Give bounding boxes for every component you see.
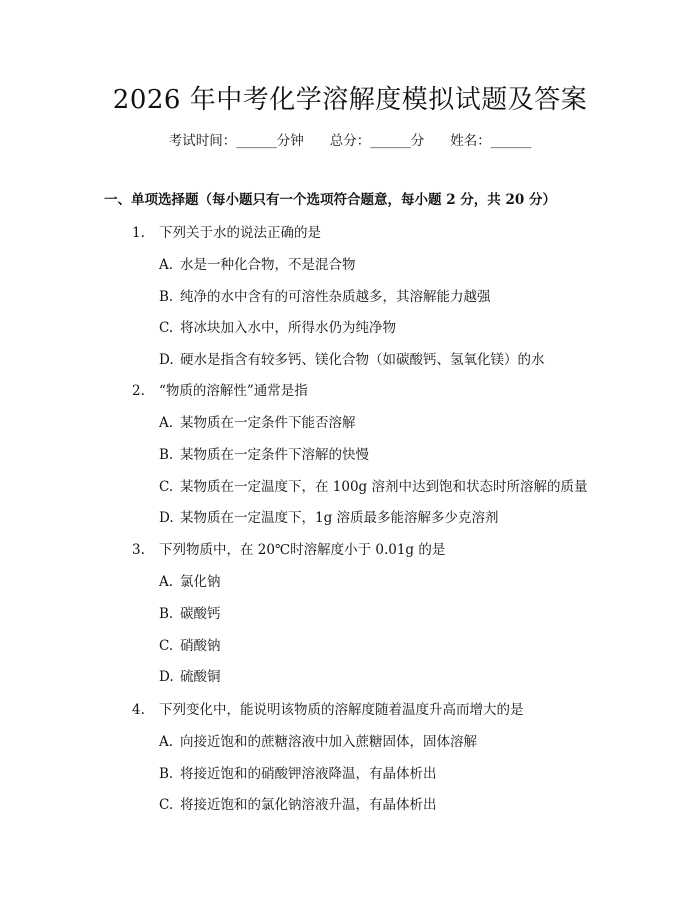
option-text: 某物质在一定条件下能否溶解: [180, 415, 356, 431]
option-letter: D.: [159, 352, 174, 368]
option-text: 向接近饱和的蔗糖溶液中加入蔗糖固体，固体溶解: [180, 734, 477, 750]
option-text: 硫酸铜: [180, 669, 221, 685]
option-text: 硬水是指含有较多钙、镁化合物（如碳酸钙、氢氧化镁）的水: [180, 352, 545, 368]
question-number: 2.: [132, 383, 145, 399]
option-text: 某物质在一定条件下溶解的快慢: [180, 447, 369, 463]
page-title: 2026 年中考化学溶解度模拟试题及答案: [112, 85, 588, 115]
option-letter: D.: [159, 510, 174, 526]
option-text: 某物质在一定温度下，1g 溶质最多能溶解多少克溶剂: [180, 510, 499, 526]
section-heading: 一、单项选择题（每小题只有一个选项符合题意，每小题 2 分，共 20 分）: [104, 192, 556, 208]
option-letter: B.: [159, 766, 174, 782]
option-letter: B.: [159, 606, 174, 622]
option-letter: C.: [159, 797, 174, 813]
option-letter: C.: [159, 479, 174, 495]
option-letter: B.: [159, 447, 174, 463]
option-text: 将冰块加入水中，所得水仍为纯净物: [180, 320, 396, 336]
option-text: 纯净的水中含有的可溶性杂质越多，其溶解能力越强: [180, 289, 491, 305]
option-letter: C.: [159, 320, 174, 336]
question-stem: 下列关于水的说法正确的是: [159, 225, 321, 241]
question-number: 1.: [132, 225, 145, 241]
exam-info-line: [0, 131, 700, 151]
option-text: 硝酸钠: [180, 638, 221, 654]
option-text: 氯化钠: [180, 574, 221, 590]
question-number: 4.: [132, 702, 145, 718]
option-letter: A.: [159, 415, 174, 431]
total-score-field: 总分：______分: [329, 133, 425, 149]
option-text: 碳酸钙: [180, 606, 221, 622]
option-text: 将接近饱和的硝酸钾溶液降温，有晶体析出: [180, 766, 437, 782]
option-letter: D.: [159, 669, 174, 685]
exam-time-field: 考试时间：______分钟: [168, 133, 304, 149]
option-letter: B.: [159, 289, 174, 305]
option-letter: A.: [159, 574, 174, 590]
option-text: 水是一种化合物，不是混合物: [180, 257, 356, 273]
student-name-field: 姓名：______: [450, 133, 532, 149]
option-text: 将接近饱和的氯化钠溶液升温，有晶体析出: [180, 797, 437, 813]
question-stem: “物质的溶解性”通常是指: [159, 383, 308, 399]
option-letter: C.: [159, 638, 174, 654]
question-stem: 下列物质中，在 20℃时溶解度小于 0.01g 的是: [159, 542, 446, 558]
option-letter: A.: [159, 734, 174, 750]
question-stem: 下列变化中，能说明该物质的溶解度随着温度升高而增大的是: [159, 702, 524, 718]
option-letter: A.: [159, 257, 174, 273]
option-text: 某物质在一定温度下，在 100g 溶剂中达到饱和状态时所溶解的质量: [180, 479, 588, 495]
question-number: 3.: [132, 542, 145, 558]
